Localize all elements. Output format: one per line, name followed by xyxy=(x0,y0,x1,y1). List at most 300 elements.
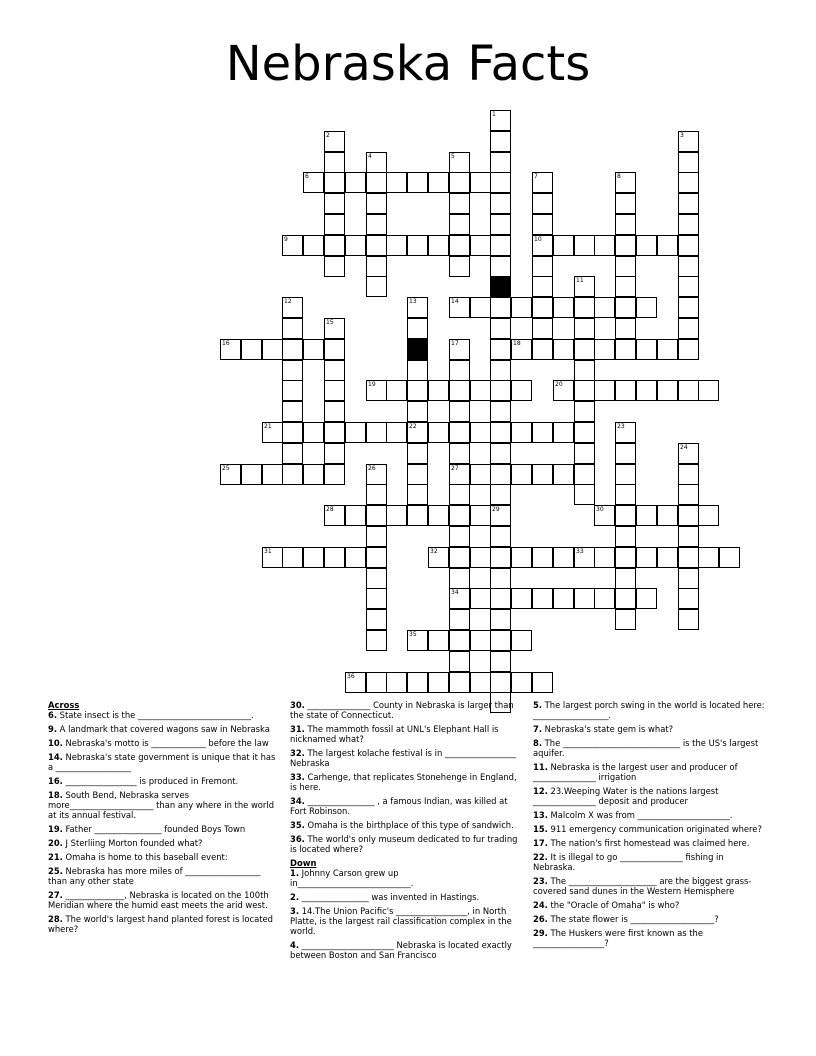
grid-cell[interactable] xyxy=(324,256,345,277)
grid-cell[interactable] xyxy=(407,630,428,651)
grid-cell[interactable] xyxy=(366,380,387,401)
grid-cell[interactable] xyxy=(574,464,595,485)
grid-cell[interactable] xyxy=(324,505,345,526)
grid-cell[interactable] xyxy=(678,256,699,277)
grid-cell[interactable] xyxy=(615,568,636,589)
grid-cell[interactable] xyxy=(449,235,470,256)
grid-cell[interactable] xyxy=(366,214,387,235)
grid-cell[interactable] xyxy=(553,297,574,318)
grid-cell[interactable] xyxy=(574,547,595,568)
grid-cell[interactable] xyxy=(428,672,449,693)
grid-cell[interactable] xyxy=(407,297,428,318)
grid-cell[interactable] xyxy=(615,547,636,568)
clue-item-number: 6. xyxy=(48,710,58,720)
grid-cell[interactable] xyxy=(490,568,511,589)
grid-cell[interactable] xyxy=(678,214,699,235)
grid-cell[interactable] xyxy=(678,276,699,297)
grid-cell[interactable] xyxy=(303,339,324,360)
grid-cell[interactable] xyxy=(449,152,470,173)
grid-cell[interactable] xyxy=(282,547,303,568)
grid-cell[interactable] xyxy=(262,339,283,360)
grid-cell[interactable] xyxy=(636,588,657,609)
grid-cell[interactable] xyxy=(449,484,470,505)
grid-cell[interactable] xyxy=(574,401,595,422)
grid-cell[interactable] xyxy=(657,380,678,401)
grid-cell[interactable] xyxy=(532,214,553,235)
grid-cell[interactable] xyxy=(615,276,636,297)
grid-cell[interactable] xyxy=(636,297,657,318)
grid-cell[interactable] xyxy=(594,297,615,318)
grid-cell[interactable] xyxy=(678,193,699,214)
grid-cell[interactable] xyxy=(366,630,387,651)
grid-cell[interactable] xyxy=(615,464,636,485)
grid-cell[interactable] xyxy=(678,464,699,485)
grid-cell[interactable] xyxy=(532,297,553,318)
grid-cell[interactable] xyxy=(470,547,491,568)
grid-cell[interactable] xyxy=(678,547,699,568)
grid-cell[interactable] xyxy=(574,276,595,297)
grid-cell[interactable] xyxy=(511,588,532,609)
grid-cell[interactable] xyxy=(282,339,303,360)
grid-cell[interactable] xyxy=(324,401,345,422)
grid-cell[interactable] xyxy=(636,380,657,401)
grid-cell[interactable] xyxy=(698,380,719,401)
grid-cell[interactable] xyxy=(490,443,511,464)
clue-item-number: 18. xyxy=(48,790,63,800)
grid-cell[interactable] xyxy=(366,547,387,568)
grid-cell[interactable] xyxy=(490,256,511,277)
grid-cell[interactable] xyxy=(678,568,699,589)
grid-cell[interactable] xyxy=(241,464,262,485)
grid-cell[interactable] xyxy=(470,672,491,693)
grid-cell[interactable] xyxy=(574,297,595,318)
clue-item xyxy=(290,820,520,830)
grid-cell[interactable] xyxy=(470,235,491,256)
grid-cell[interactable] xyxy=(657,339,678,360)
clue-item-text: ______________, Nebraska is located on the 100th Meridian where the humid east meets the arid west. xyxy=(48,890,269,910)
grid-cell[interactable] xyxy=(428,630,449,651)
grid-cell[interactable] xyxy=(449,401,470,422)
grid-cell[interactable] xyxy=(574,318,595,339)
grid-cell[interactable] xyxy=(303,235,324,256)
grid-cell[interactable] xyxy=(553,235,574,256)
clue-item-text: It is illegal to go _______________ fishing in Nebraska. xyxy=(533,852,724,872)
grid-cell[interactable] xyxy=(324,547,345,568)
grid-cell[interactable] xyxy=(574,380,595,401)
grid-cell[interactable] xyxy=(678,609,699,630)
grid-cell[interactable] xyxy=(490,297,511,318)
clue-number: 12 xyxy=(284,298,292,305)
grid-cell[interactable] xyxy=(490,172,511,193)
grid-cell[interactable] xyxy=(324,172,345,193)
grid-cell[interactable] xyxy=(698,547,719,568)
grid-cell[interactable] xyxy=(657,547,678,568)
grid-cell[interactable] xyxy=(511,464,532,485)
grid-cell[interactable] xyxy=(407,422,428,443)
grid-cell[interactable] xyxy=(490,422,511,443)
grid-cell[interactable] xyxy=(532,276,553,297)
clue-number: 16 xyxy=(222,340,230,347)
grid-cell[interactable] xyxy=(324,152,345,173)
grid-cell[interactable] xyxy=(470,380,491,401)
grid-cell[interactable] xyxy=(345,422,366,443)
grid-cell[interactable] xyxy=(678,235,699,256)
grid-cell[interactable] xyxy=(282,235,303,256)
grid-cell[interactable] xyxy=(366,568,387,589)
grid-cell[interactable] xyxy=(366,256,387,277)
grid-cell[interactable] xyxy=(386,235,407,256)
clue-item-text: 911 emergency communication originated where? xyxy=(547,824,762,834)
grid-cell[interactable] xyxy=(678,526,699,547)
grid-cell[interactable] xyxy=(615,256,636,277)
grid-cell[interactable] xyxy=(449,422,470,443)
grid-cell[interactable] xyxy=(449,256,470,277)
grid-cell[interactable] xyxy=(615,443,636,464)
grid-cell[interactable] xyxy=(678,505,699,526)
grid-cell[interactable] xyxy=(282,464,303,485)
grid-cell[interactable] xyxy=(324,380,345,401)
grid-cell[interactable] xyxy=(366,172,387,193)
grid-cell[interactable] xyxy=(615,214,636,235)
grid-cell[interactable] xyxy=(678,318,699,339)
grid-cell[interactable] xyxy=(324,318,345,339)
grid-cell[interactable] xyxy=(386,172,407,193)
grid-cell[interactable] xyxy=(615,484,636,505)
clue-number: 33 xyxy=(576,548,584,555)
grid-cell[interactable] xyxy=(428,172,449,193)
grid-cell[interactable] xyxy=(615,318,636,339)
grid-cell[interactable] xyxy=(324,360,345,381)
grid-cell[interactable] xyxy=(532,588,553,609)
grid-cell[interactable] xyxy=(303,422,324,443)
grid-cell[interactable] xyxy=(532,172,553,193)
grid-cell[interactable] xyxy=(345,235,366,256)
grid-cell[interactable] xyxy=(262,422,283,443)
grid-cell[interactable] xyxy=(678,172,699,193)
grid-cell[interactable] xyxy=(490,526,511,547)
grid-cell[interactable] xyxy=(470,630,491,651)
grid-cell[interactable] xyxy=(511,339,532,360)
grid-cell[interactable] xyxy=(428,380,449,401)
grid-cell[interactable] xyxy=(449,464,470,485)
grid-cell[interactable] xyxy=(657,505,678,526)
grid-cell[interactable] xyxy=(553,380,574,401)
clue-item-text: _______________ County in Nebraska is larger than the state of Connecticut. xyxy=(290,700,514,720)
grid-cell[interactable] xyxy=(366,276,387,297)
clue-item-text: State insect is the ___________________________. xyxy=(57,710,254,720)
grid-cell[interactable] xyxy=(470,172,491,193)
grid-cell[interactable] xyxy=(532,464,553,485)
clue-item-text: The world's largest hand planted forest is located where? xyxy=(48,914,273,934)
grid-cell[interactable] xyxy=(282,297,303,318)
grid-cell[interactable] xyxy=(282,318,303,339)
grid-cell[interactable] xyxy=(407,443,428,464)
grid-cell[interactable] xyxy=(449,547,470,568)
grid-cell[interactable] xyxy=(511,422,532,443)
grid-cell[interactable] xyxy=(386,380,407,401)
grid-cell[interactable] xyxy=(615,339,636,360)
grid-cell[interactable] xyxy=(532,672,553,693)
grid-cell[interactable] xyxy=(407,401,428,422)
down-header: Down xyxy=(290,858,317,868)
grid-cell[interactable] xyxy=(615,588,636,609)
grid-cell[interactable] xyxy=(511,630,532,651)
grid-cell[interactable] xyxy=(366,235,387,256)
grid-cell[interactable] xyxy=(490,401,511,422)
grid-cell[interactable] xyxy=(490,193,511,214)
grid-cell[interactable] xyxy=(366,526,387,547)
grid-cell[interactable] xyxy=(449,193,470,214)
grid-cell[interactable] xyxy=(615,422,636,443)
grid-cell[interactable] xyxy=(386,672,407,693)
grid-cell[interactable] xyxy=(636,505,657,526)
clue-number: 34 xyxy=(451,589,459,596)
grid-cell[interactable] xyxy=(366,464,387,485)
grid-cell[interactable] xyxy=(615,172,636,193)
grid-cell[interactable] xyxy=(532,193,553,214)
grid-cell[interactable] xyxy=(678,339,699,360)
grid-cell[interactable] xyxy=(262,464,283,485)
grid-cell[interactable] xyxy=(386,505,407,526)
grid-cell[interactable] xyxy=(324,464,345,485)
grid-cell[interactable] xyxy=(449,360,470,381)
grid-cell[interactable] xyxy=(449,505,470,526)
grid-cell[interactable] xyxy=(303,547,324,568)
clue-number: 8 xyxy=(617,173,621,180)
grid-cell[interactable] xyxy=(407,464,428,485)
grid-cell[interactable] xyxy=(366,422,387,443)
grid-cell[interactable] xyxy=(449,526,470,547)
grid-cell[interactable] xyxy=(574,443,595,464)
clue-item-text: Omaha is the birthplace of this type of sandwich. xyxy=(304,820,514,830)
grid-cell[interactable] xyxy=(490,588,511,609)
grid-cell[interactable] xyxy=(407,172,428,193)
grid-cell[interactable] xyxy=(449,380,470,401)
grid-cell[interactable] xyxy=(594,235,615,256)
grid-cell[interactable] xyxy=(615,297,636,318)
grid-cell[interactable] xyxy=(490,547,511,568)
clue-item-text: Malcolm X was from ______________________. xyxy=(547,810,733,820)
grid-cell[interactable] xyxy=(407,484,428,505)
grid-cell[interactable] xyxy=(282,401,303,422)
grid-cell[interactable] xyxy=(386,422,407,443)
clue-item xyxy=(533,762,767,782)
grid-cell[interactable] xyxy=(490,505,511,526)
grid-cell[interactable] xyxy=(449,588,470,609)
grid-cell[interactable] xyxy=(490,609,511,630)
grid-cell[interactable] xyxy=(678,443,699,464)
grid-cell[interactable] xyxy=(428,547,449,568)
grid-cell[interactable] xyxy=(282,443,303,464)
grid-cell[interactable] xyxy=(324,131,345,152)
grid-cell[interactable] xyxy=(449,172,470,193)
grid-cell[interactable] xyxy=(636,235,657,256)
grid-cell[interactable] xyxy=(678,131,699,152)
grid-cell[interactable] xyxy=(657,235,678,256)
grid-cell[interactable] xyxy=(532,235,553,256)
grid-cell[interactable] xyxy=(449,651,470,672)
grid-cell[interactable] xyxy=(678,484,699,505)
grid-cell[interactable] xyxy=(698,505,719,526)
grid-cell[interactable] xyxy=(490,131,511,152)
clue-item-number: 36. xyxy=(290,834,305,844)
clue-item-text: The _____________________ are the biggest grass-covered sand dunes in the Western Hemisphere xyxy=(533,876,752,896)
grid-cell[interactable] xyxy=(490,339,511,360)
clue-item xyxy=(48,738,276,748)
grid-cell[interactable] xyxy=(262,547,283,568)
grid-cell[interactable] xyxy=(678,152,699,173)
grid-cell[interactable] xyxy=(470,505,491,526)
grid-cell[interactable] xyxy=(574,588,595,609)
grid-cell[interactable] xyxy=(490,110,511,131)
grid-cell[interactable] xyxy=(449,339,470,360)
grid-cell[interactable] xyxy=(407,318,428,339)
grid-cell[interactable] xyxy=(490,214,511,235)
grid-cell[interactable] xyxy=(511,547,532,568)
grid-cell[interactable] xyxy=(615,193,636,214)
grid-cell[interactable] xyxy=(574,360,595,381)
grid-cell[interactable] xyxy=(490,464,511,485)
grid-cell[interactable] xyxy=(490,318,511,339)
clue-item xyxy=(48,752,276,772)
grid-cell[interactable] xyxy=(449,630,470,651)
clue-item xyxy=(290,796,520,816)
grid-cell[interactable] xyxy=(220,339,241,360)
grid-cell[interactable] xyxy=(615,609,636,630)
clue-item xyxy=(533,738,767,758)
grid-cell[interactable] xyxy=(594,588,615,609)
grid-cell[interactable] xyxy=(470,422,491,443)
grid-cell[interactable] xyxy=(532,422,553,443)
clue-item-number: 13. xyxy=(533,810,548,820)
grid-cell[interactable] xyxy=(303,464,324,485)
grid-cell[interactable] xyxy=(678,588,699,609)
grid-cell[interactable] xyxy=(407,672,428,693)
grid-cell[interactable] xyxy=(678,380,699,401)
grid-cell[interactable] xyxy=(428,422,449,443)
grid-cell[interactable] xyxy=(366,505,387,526)
grid-cell[interactable] xyxy=(366,484,387,505)
grid-cell[interactable] xyxy=(449,568,470,589)
grid-cell[interactable] xyxy=(574,235,595,256)
grid-cell[interactable] xyxy=(615,380,636,401)
clue-item xyxy=(48,724,276,734)
grid-cell[interactable] xyxy=(324,214,345,235)
grid-cell[interactable] xyxy=(553,547,574,568)
grid-cell[interactable] xyxy=(490,235,511,256)
clue-item-text: ______________________ Nebraska is located exactly between Boston and San Francisco xyxy=(290,940,512,960)
grid-cell[interactable] xyxy=(449,297,470,318)
grid-cell[interactable] xyxy=(282,380,303,401)
grid-cell[interactable] xyxy=(241,339,262,360)
grid-cell[interactable] xyxy=(615,526,636,547)
grid-cell[interactable] xyxy=(678,297,699,318)
grid-cell[interactable] xyxy=(407,380,428,401)
grid-cell[interactable] xyxy=(407,235,428,256)
grid-cell[interactable] xyxy=(428,505,449,526)
grid-cell[interactable] xyxy=(366,588,387,609)
grid-cell[interactable] xyxy=(470,588,491,609)
grid-cell[interactable] xyxy=(553,588,574,609)
clue-column-1 xyxy=(48,700,276,938)
clue-item-number: 15. xyxy=(533,824,548,834)
grid-cell[interactable] xyxy=(594,505,615,526)
grid-cell[interactable] xyxy=(490,360,511,381)
grid-cell[interactable] xyxy=(615,505,636,526)
grid-cell[interactable] xyxy=(636,547,657,568)
grid-cell[interactable] xyxy=(220,464,241,485)
grid-cell[interactable] xyxy=(594,339,615,360)
grid-cell[interactable] xyxy=(490,672,511,693)
grid-cell[interactable] xyxy=(636,339,657,360)
grid-cell[interactable] xyxy=(366,609,387,630)
grid-cell[interactable] xyxy=(345,172,366,193)
grid-cell[interactable] xyxy=(449,672,470,693)
grid-cell[interactable] xyxy=(532,339,553,360)
grid-cell[interactable] xyxy=(324,422,345,443)
grid-cell[interactable] xyxy=(449,443,470,464)
grid-cell[interactable] xyxy=(449,214,470,235)
grid-cell[interactable] xyxy=(574,484,595,505)
grid-cell[interactable] xyxy=(324,339,345,360)
grid-cell[interactable] xyxy=(345,547,366,568)
grid-cell[interactable] xyxy=(553,339,574,360)
grid-cell[interactable] xyxy=(324,443,345,464)
grid-cell[interactable] xyxy=(282,422,303,443)
grid-cell[interactable] xyxy=(553,422,574,443)
grid-cell[interactable] xyxy=(366,193,387,214)
grid-cell[interactable] xyxy=(345,505,366,526)
clue-number: 20 xyxy=(555,381,563,388)
grid-cell[interactable] xyxy=(511,672,532,693)
clue-item-text: The ____________________________ is the US's largest aquifer. xyxy=(533,738,759,758)
grid-cell[interactable] xyxy=(574,422,595,443)
grid-cell[interactable] xyxy=(407,360,428,381)
clue-item xyxy=(533,786,767,806)
grid-cell[interactable] xyxy=(719,547,740,568)
grid-cell[interactable] xyxy=(594,547,615,568)
grid-cell[interactable] xyxy=(490,152,511,173)
grid-cell[interactable] xyxy=(428,235,449,256)
grid-cell[interactable] xyxy=(407,505,428,526)
grid-cell[interactable] xyxy=(511,380,532,401)
grid-cell[interactable] xyxy=(574,339,595,360)
clue-item xyxy=(533,724,767,734)
grid-cell[interactable] xyxy=(282,360,303,381)
grid-cell[interactable] xyxy=(324,235,345,256)
grid-cell[interactable] xyxy=(532,318,553,339)
grid-cell[interactable] xyxy=(470,464,491,485)
grid-cell[interactable] xyxy=(345,672,366,693)
grid-cell[interactable] xyxy=(303,172,324,193)
grid-cell[interactable] xyxy=(532,547,553,568)
grid-cell[interactable] xyxy=(490,651,511,672)
grid-cell[interactable] xyxy=(366,672,387,693)
grid-cell[interactable] xyxy=(324,193,345,214)
grid-cell[interactable] xyxy=(470,297,491,318)
grid-cell[interactable] xyxy=(615,235,636,256)
grid-cell[interactable] xyxy=(511,297,532,318)
clue-item xyxy=(48,790,276,820)
grid-cell[interactable] xyxy=(490,630,511,651)
grid-cell[interactable] xyxy=(366,152,387,173)
grid-cell[interactable] xyxy=(449,609,470,630)
grid-cell[interactable] xyxy=(490,484,511,505)
grid-cell[interactable] xyxy=(490,380,511,401)
grid-cell[interactable] xyxy=(553,464,574,485)
grid-cell[interactable] xyxy=(532,256,553,277)
grid-cell[interactable] xyxy=(594,380,615,401)
